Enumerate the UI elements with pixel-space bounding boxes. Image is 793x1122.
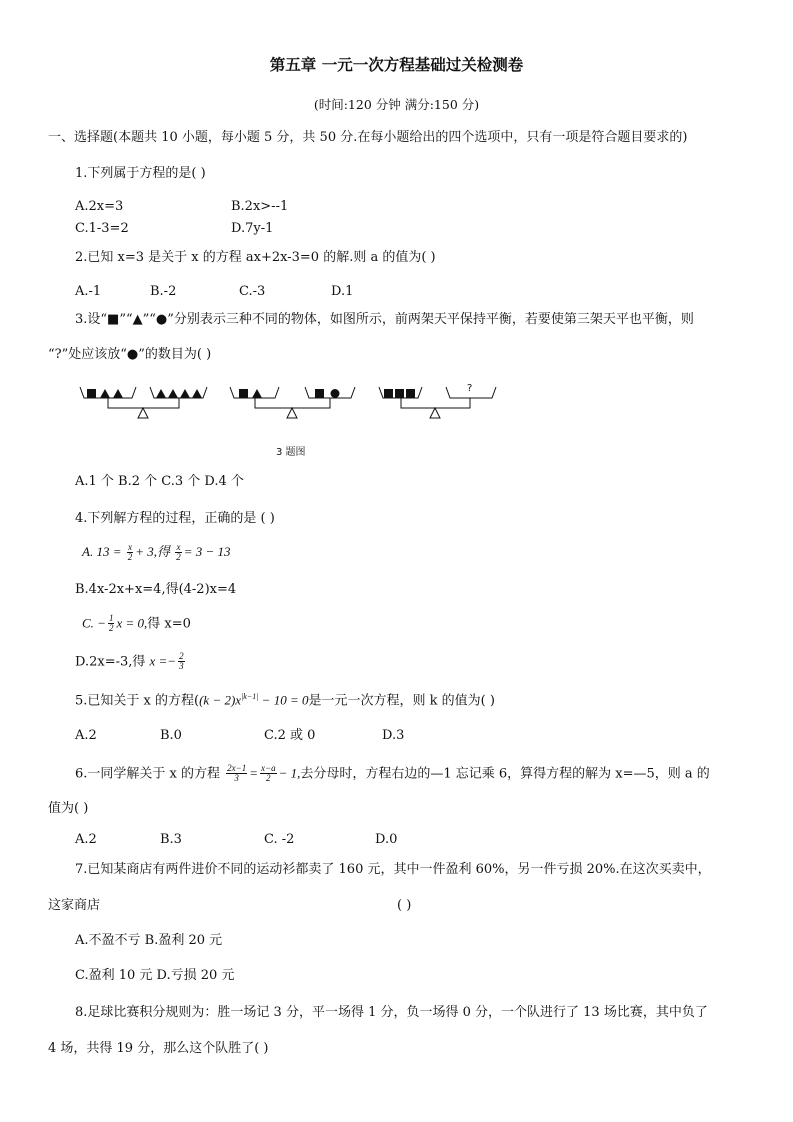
question-6-stem-cont: 值为( ) xyxy=(48,801,89,816)
question-3-options: A.1 个 B.2 个 C.3 个 D.4 个 xyxy=(75,474,244,489)
scale-3-beam xyxy=(401,398,470,408)
question-4-option-b: B.4x-2x+x=4,得(4-2)x=4 xyxy=(75,582,237,597)
scale-2-fulcrum xyxy=(287,408,297,418)
question-1-option-c: C.1-3=2 xyxy=(75,221,129,236)
square-shape xyxy=(87,389,96,398)
scale-3-fulcrum xyxy=(430,408,440,418)
question-4-option-a: A. 13 = $\frac{x}{2}$ + 3,得 $\frac{x}{2}$ = 3 − 13 xyxy=(82,542,231,563)
question-3-stem-cont: “?”处应该放“●”的数目为( ) xyxy=(48,347,212,362)
question-4-stem: 4.下列解方程的过程，正确的是 ( ) xyxy=(75,511,275,526)
question-2-option-a: A.-1 xyxy=(75,284,102,299)
square-shape xyxy=(384,389,393,398)
fraction: $\frac{x}{2}$ xyxy=(176,542,181,563)
figure-caption: 3 题图 xyxy=(276,447,306,458)
square-shape xyxy=(315,389,324,398)
question-6-option-d: D.0 xyxy=(375,832,398,847)
question-7-options-cd: C.盈利 10 元 D.亏损 20 元 xyxy=(75,968,235,983)
triangle-shape xyxy=(100,389,110,398)
scale-2-beam xyxy=(255,398,330,408)
page-title: 第五章 一元一次方程基础过关检测卷 xyxy=(269,56,524,74)
triangle-shape xyxy=(113,389,123,398)
question-2-option-b: B.-2 xyxy=(150,284,177,299)
question-1-option-a: A.2x=3 xyxy=(75,199,124,214)
question-7-options-ab: A.不盈不亏 B.盈利 20 元 xyxy=(75,933,223,948)
question-2-stem: 2.已知 x=3 是关于 x 的方程 ax+2x-3=0 的解.则 a 的值为( ) xyxy=(75,250,436,265)
fraction: $\frac{2x-1}{3}$ xyxy=(227,763,247,784)
fraction: $\frac{x-a}{2}$ xyxy=(261,763,276,784)
question-7-stem: 7.已知某商店有两件进价不同的运动衫都卖了 160 元，其中一件盈利 60%，另一件亏损 20%.在这次买卖中， xyxy=(75,862,711,877)
fraction: $\frac{2}{3}$ xyxy=(179,651,184,672)
section-heading: 一、选择题(本题共 10 小题，每小题 5 分，共 50 分.在每小题给出的四个选项中，只有一项是符合题目要求的) xyxy=(48,130,688,145)
question-2-option-c: C.-3 xyxy=(239,284,266,299)
question-5-option-d: D.3 xyxy=(382,728,405,743)
question-8-stem: 8.足球比赛积分规则为：胜一场记 3 分，平一场得 1 分，负一场得 0 分，一个队进行了 13 场比赛，其中负了 xyxy=(75,1005,708,1020)
balance-scales-figure xyxy=(75,375,505,435)
triangle-shape xyxy=(252,389,262,398)
question-6-stem: 6.一同学解关于 x 的方程 $\frac{2x-1}{3}$ = $\frac{x-a}{2}$ − 1,去分母时，方程右边的—1 忘记乘 6，算得方程的解为 x=—5，则 a 的 xyxy=(75,763,710,784)
question-6-option-c: C. -2 xyxy=(264,832,295,847)
question-5-option-c: C.2 或 0 xyxy=(264,728,316,743)
question-2-option-d: D.1 xyxy=(331,284,354,299)
question-1-option-b: B.2x>--1 xyxy=(231,199,289,214)
question-1-stem: 1.下列属于方程的是( ) xyxy=(75,166,206,181)
triangle-shape xyxy=(180,389,190,398)
square-shape xyxy=(395,389,404,398)
triangle-shape xyxy=(168,389,178,398)
circle-shape xyxy=(331,389,340,398)
square-shape xyxy=(406,389,415,398)
question-5-stem: 5.已知关于 x 的方程($(k - 2)x^{|k-1|} - 10 = 0$是一元一次方程，则 k 的值为( ) xyxy=(75,692,495,709)
triangle-shape xyxy=(192,389,202,398)
question-7-stem-cont: 这家商店 xyxy=(48,898,101,913)
scale-2-right-pan xyxy=(305,387,355,398)
unknown-mark: ? xyxy=(467,383,473,394)
question-8-stem-cont: 4 场，共得 19 分，那么这个队胜了( ) xyxy=(48,1041,269,1056)
exam-info: (时间:120 分钟 满分:150 分) xyxy=(313,97,480,112)
question-1-option-d: D.7y-1 xyxy=(231,221,274,236)
question-6-option-a: A.2 xyxy=(75,832,97,847)
question-5-option-a: A.2 xyxy=(75,728,97,743)
scale-1-beam xyxy=(108,398,179,408)
question-4-option-c: C. − $\frac{1}{2}$ x = 0,得 x=0 xyxy=(82,613,191,634)
question-3-stem: 3.设“■”“▲”“●”分别表示三种不同的物体，如图所示，前两架天平保持平衡，若要使第三架天平也平衡，则 xyxy=(75,312,694,327)
question-6-option-b: B.3 xyxy=(160,832,182,847)
triangle-shape xyxy=(156,389,166,398)
question-5-option-b: B.0 xyxy=(160,728,182,743)
fraction: $\frac{1}{2}$ xyxy=(108,613,114,634)
scale-1-fulcrum xyxy=(138,408,148,418)
answer-parentheses: ( ) xyxy=(397,898,412,913)
square-shape xyxy=(239,389,248,398)
question-4-option-d: D.2x=-3,得 x =− $\frac{2}{3}$ xyxy=(75,651,184,672)
fraction: $\frac{x}{2}$ xyxy=(127,542,133,563)
